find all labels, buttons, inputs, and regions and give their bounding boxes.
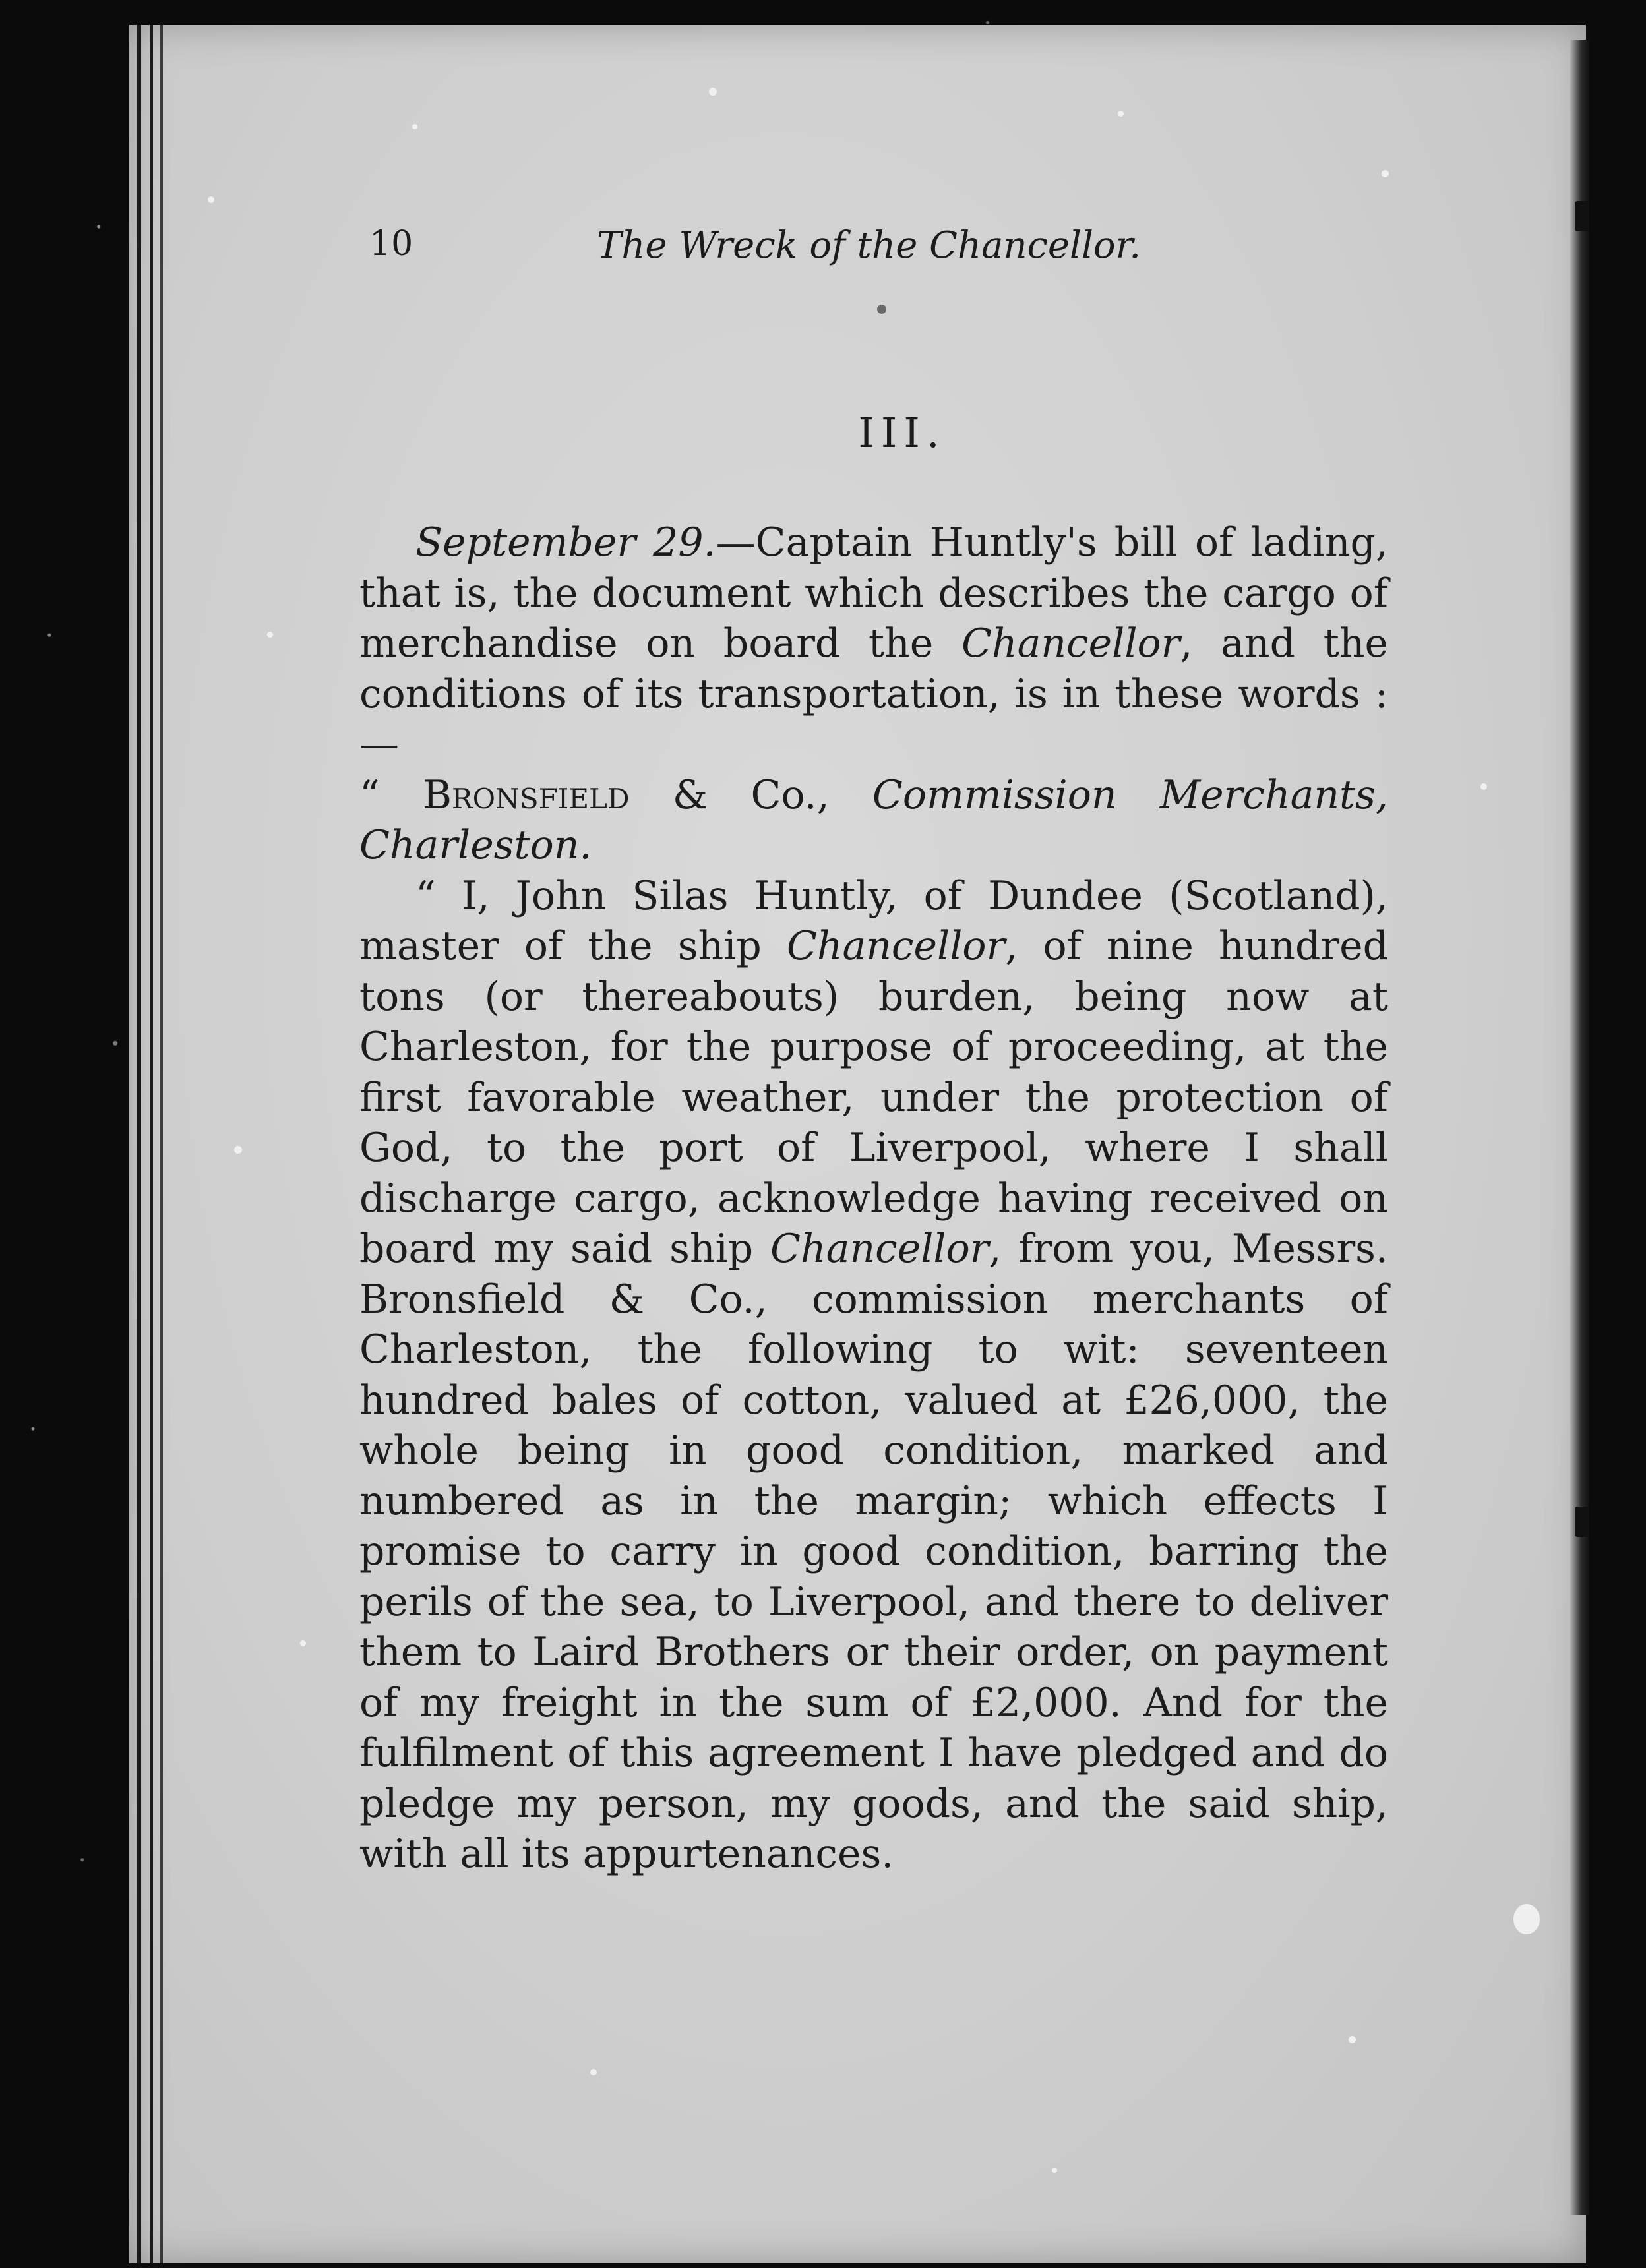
binding-line	[160, 25, 163, 2263]
running-head	[369, 224, 1161, 277]
paragraph-text: “ I, John Silas Huntly, of Dundee (Scotland), master of the ship	[359, 872, 1388, 969]
paragraph-text: , from you, Messrs. Bronsfield & Co., commission merchants of Charleston, the following to wit: seventeen hundred bales of cotton, valued at £26,000, the whole being in good condition, marked and numbered as in the margin; which effects I promise to carry in good condition, barring the perils of the sea, to Liverpool, and there to deliver them to Laird Brothers or their order, on payment of my freight in the sum of £2,000. And for the fulfilment of this agreement I have pledged and do pledge my person, my goods, and the said ship, with all its appurtenances.	[359, 1226, 1389, 1877]
chapter-number: III.	[858, 409, 946, 457]
body-text	[359, 518, 1388, 1880]
speck	[300, 1640, 306, 1646]
speck	[267, 632, 273, 638]
speck	[1513, 1904, 1540, 1934]
paragraph-addressee	[359, 770, 1388, 871]
speck	[1052, 2168, 1057, 2173]
firm-role: Commission Merchants, Charleston.	[359, 771, 1388, 868]
speck	[412, 124, 417, 129]
speck	[1480, 783, 1487, 790]
ship-name: Chancellor	[770, 1226, 989, 1272]
adjacent-page-edge	[1570, 40, 1589, 2215]
binding-line	[137, 25, 141, 2263]
paragraph-intro	[359, 518, 1388, 770]
ship-name: Chancellor	[786, 923, 1006, 969]
running-title: The Wreck of the Chancellor.	[597, 224, 1141, 267]
page-number: 10	[369, 224, 413, 264]
speck	[709, 88, 717, 96]
chapter-heading	[0, 409, 1646, 457]
binding-line	[150, 25, 153, 2263]
firm-name: Bronsfield	[422, 771, 630, 818]
paragraph-text: —Captain Huntly's bill of lading, that is, the document which describes the cargo of merchandise on board the	[359, 520, 1389, 667]
page-edge-mark	[1575, 201, 1589, 231]
paragraph-text: , of nine hundred tons (or thereabouts) burden, being now at Charleston, for the purpose of proceeding, at the first favorable weather, under the protection of God, to the port of Liverpool, where I shall discharge cargo, acknowledge having received on board my said ship	[359, 923, 1388, 1272]
entry-date: September 29.	[415, 520, 716, 566]
paragraph-bill	[359, 871, 1388, 1880]
speck	[1349, 2036, 1356, 2043]
speck	[1382, 170, 1389, 177]
page-edge-mark	[1575, 1507, 1589, 1537]
speck	[590, 2069, 597, 2075]
firm-suffix: & Co.,	[629, 771, 872, 818]
speck	[1118, 111, 1124, 117]
ship-name: Chancellor	[961, 620, 1180, 667]
paragraph-text: , and the conditions of its transportation, is in these words :—	[359, 620, 1388, 767]
speck	[234, 1146, 242, 1154]
speck	[208, 196, 214, 203]
open-quote: “	[359, 771, 423, 818]
ink-dot	[877, 305, 886, 314]
